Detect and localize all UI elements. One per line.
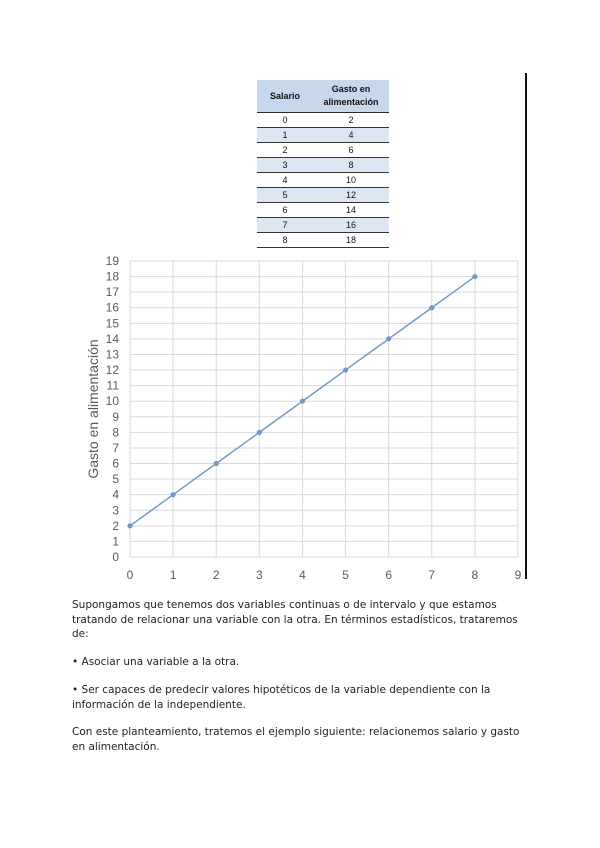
y-tick-label: 8 xyxy=(112,425,119,440)
x-tick-label: 8 xyxy=(471,568,479,582)
data-point xyxy=(300,399,305,404)
data-point xyxy=(171,492,176,497)
y-tick-label: 13 xyxy=(105,347,119,362)
y-tick-label: 9 xyxy=(112,409,119,424)
y-tick-label: 7 xyxy=(112,440,119,455)
x-tick-label: 9 xyxy=(514,568,522,582)
header-gasto: Gasto en alimentación xyxy=(313,80,389,113)
y-axis-title: Gasto en alimentación xyxy=(85,339,101,479)
x-tick-label: 3 xyxy=(255,568,263,582)
table-row xyxy=(257,173,389,188)
vertical-divider xyxy=(525,73,527,579)
data-table xyxy=(257,80,389,248)
data-point xyxy=(472,274,477,279)
data-point xyxy=(429,305,434,310)
x-tick-label: 6 xyxy=(385,568,393,582)
x-tick-label: 7 xyxy=(428,568,436,582)
cell-gasto: 12 xyxy=(313,188,389,203)
y-tick-label: 1 xyxy=(112,534,119,549)
table-header-row xyxy=(257,80,389,113)
table-row xyxy=(257,143,389,158)
data-point xyxy=(343,367,348,372)
table-row xyxy=(257,218,389,233)
data-point xyxy=(257,430,262,435)
y-tick-label: 16 xyxy=(105,300,119,315)
y-tick-label: 2 xyxy=(112,518,119,533)
paragraph-ejemplo: Con este planteamiento, tratemos el ejemplo siguiente: relacionemos salario y gasto en alimentación. xyxy=(72,726,520,753)
y-tick-label: 14 xyxy=(105,331,119,346)
y-tick-label: 0 xyxy=(112,550,119,564)
x-tick-label: 5 xyxy=(342,568,349,582)
cell-salario: 1 xyxy=(257,128,313,143)
table-row xyxy=(257,128,389,143)
y-tick-label: 11 xyxy=(106,378,119,393)
bullet-asociar: • Asociar una variable a la otra. xyxy=(72,656,240,668)
y-tick-label: 15 xyxy=(105,316,119,331)
cell-gasto: 2 xyxy=(313,113,389,128)
table-row xyxy=(257,188,389,203)
cell-gasto: 16 xyxy=(313,218,389,233)
cell-gasto: 14 xyxy=(313,203,389,218)
cell-gasto: 4 xyxy=(313,128,389,143)
y-tick-label: 10 xyxy=(105,394,119,409)
data-point xyxy=(214,461,219,466)
cell-gasto: 18 xyxy=(313,233,389,248)
y-tick-label: 6 xyxy=(112,456,119,471)
cell-gasto: 10 xyxy=(313,173,389,188)
table-row xyxy=(257,233,389,248)
table-row xyxy=(257,113,389,128)
cell-gasto: 8 xyxy=(313,158,389,173)
cell-salario: 7 xyxy=(257,218,313,233)
data-point xyxy=(127,523,132,528)
y-tick-label: 19 xyxy=(105,255,119,268)
header-salario: Salario xyxy=(257,80,313,113)
bullet-predecir: • Ser capaces de predecir valores hipotéticos de la variable dependiente con la información de la independiente. xyxy=(72,684,491,711)
x-tick-label: 4 xyxy=(299,568,306,582)
y-tick-label: 5 xyxy=(112,472,119,487)
y-tick-label: 3 xyxy=(112,503,119,518)
cell-gasto: 6 xyxy=(313,143,389,158)
cell-salario: 5 xyxy=(257,188,313,203)
cell-salario: 8 xyxy=(257,233,313,248)
cell-salario: 0 xyxy=(257,113,313,128)
y-tick-label: 4 xyxy=(112,487,119,502)
x-tick-label: 1 xyxy=(169,568,177,582)
cell-salario: 3 xyxy=(257,158,313,173)
paragraph-intro: Supongamos que tenemos dos variables continuas o de intervalo y que estamos tratando de relacionar una variable con la otra. En términos estadísticos, trataremos de: xyxy=(72,599,518,640)
data-point xyxy=(386,336,391,341)
y-tick-label: 18 xyxy=(105,269,119,284)
cell-salario: 6 xyxy=(257,203,313,218)
y-tick-label: 12 xyxy=(105,363,119,378)
line-chart xyxy=(80,255,525,585)
x-tick-label: 0 xyxy=(126,568,134,582)
table-row xyxy=(257,203,389,218)
x-tick-label: 2 xyxy=(212,568,220,582)
cell-salario: 2 xyxy=(257,143,313,158)
cell-salario: 4 xyxy=(257,173,313,188)
y-tick-label: 17 xyxy=(105,285,119,300)
table-row xyxy=(257,158,389,173)
